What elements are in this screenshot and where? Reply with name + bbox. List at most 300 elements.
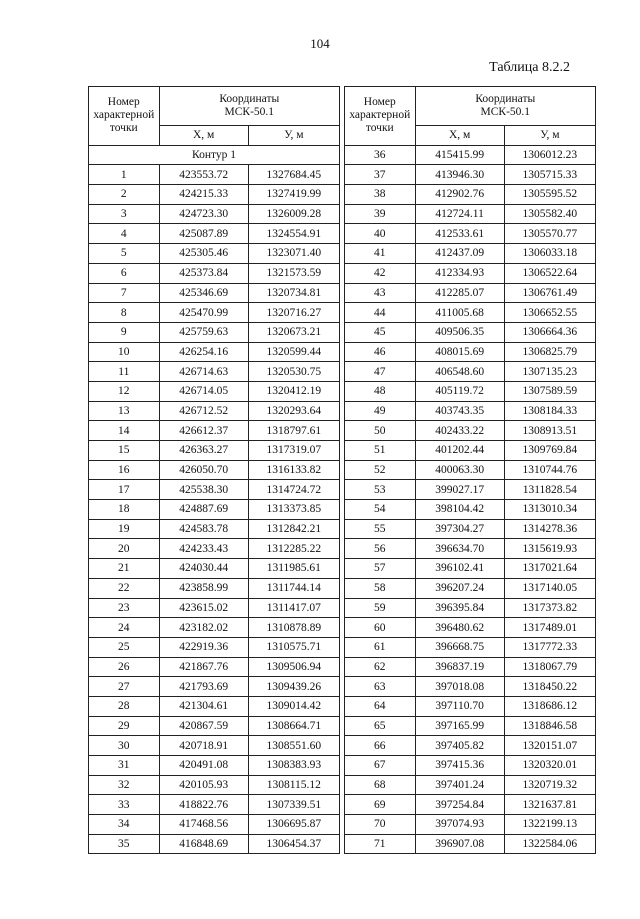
y-coordinate-cell: 1308664.71: [248, 716, 339, 736]
table-row: [89, 578, 340, 598]
point-number-cell: 12: [89, 381, 160, 401]
point-number-cell: 54: [345, 500, 416, 520]
x-coordinate-cell: 420491.08: [159, 756, 248, 776]
point-number-cell: 3: [89, 204, 160, 224]
table-row: [345, 421, 596, 441]
header-num-line2: характерной: [349, 109, 411, 122]
table-row: [345, 441, 596, 461]
y-coordinate-cell: 1322199.13: [504, 815, 595, 835]
table-row: [345, 480, 596, 500]
y-coordinate-cell: 1320599.44: [248, 342, 339, 362]
table-row: [345, 775, 596, 795]
y-coordinate-cell: 1320719.32: [504, 775, 595, 795]
point-number-cell: 44: [345, 303, 416, 323]
x-coordinate-cell: 423553.72: [159, 165, 248, 185]
x-coordinate-cell: 397405.82: [415, 736, 504, 756]
table-row: [89, 834, 340, 854]
point-number-cell: 49: [345, 401, 416, 421]
y-coordinate-cell: 1306454.37: [248, 834, 339, 854]
point-number-cell: 55: [345, 519, 416, 539]
point-number-cell: 57: [345, 559, 416, 579]
y-coordinate-cell: 1309439.26: [248, 677, 339, 697]
point-number-cell: 68: [345, 775, 416, 795]
x-coordinate-cell: 402433.22: [415, 421, 504, 441]
point-number-cell: 9: [89, 322, 160, 342]
y-coordinate-cell: 1324554.91: [248, 224, 339, 244]
point-number-cell: 32: [89, 775, 160, 795]
table-row: [345, 834, 596, 854]
x-coordinate-cell: 412334.93: [415, 263, 504, 283]
x-coordinate-cell: 400063.30: [415, 460, 504, 480]
table-row: [345, 224, 596, 244]
table-row: [345, 756, 596, 776]
x-coordinate-cell: 412533.61: [415, 224, 504, 244]
header-num-line2: характерной: [93, 109, 155, 122]
y-coordinate-cell: 1315619.93: [504, 539, 595, 559]
page-number: 104: [310, 36, 330, 51]
x-coordinate-cell: 426254.16: [159, 342, 248, 362]
x-coordinate-cell: 420718.91: [159, 736, 248, 756]
table-row: [345, 519, 596, 539]
table-row: [89, 559, 340, 579]
x-coordinate-cell: 403743.35: [415, 401, 504, 421]
y-coordinate-cell: 1320151.07: [504, 736, 595, 756]
x-coordinate-cell: 426714.63: [159, 362, 248, 382]
table-row: [345, 244, 596, 264]
header-coords-line1: Координаты: [475, 93, 536, 105]
table-row: [89, 401, 340, 421]
x-coordinate-cell: 425087.89: [159, 224, 248, 244]
y-coordinate-cell: 1309506.94: [248, 657, 339, 677]
table-row: [89, 165, 340, 185]
point-number-cell: 43: [345, 283, 416, 303]
x-coordinate-cell: 412437.09: [415, 244, 504, 264]
y-coordinate-cell: 1317489.01: [504, 618, 595, 638]
y-coordinate-cell: 1306825.79: [504, 342, 595, 362]
point-number-cell: 69: [345, 795, 416, 815]
x-coordinate-cell: 423182.02: [159, 618, 248, 638]
point-number-cell: 34: [89, 815, 160, 835]
x-coordinate-cell: 424030.44: [159, 559, 248, 579]
point-number-cell: 47: [345, 362, 416, 382]
y-coordinate-cell: 1305715.33: [504, 165, 595, 185]
point-number-cell: 59: [345, 598, 416, 618]
point-number-cell: 37: [345, 165, 416, 185]
x-coordinate-cell: 397401.24: [415, 775, 504, 795]
y-coordinate-cell: 1305570.77: [504, 224, 595, 244]
table-row: [89, 224, 340, 244]
point-number-cell: 14: [89, 421, 160, 441]
table-row: [89, 696, 340, 716]
point-number-cell: 63: [345, 677, 416, 697]
point-number-cell: 16: [89, 460, 160, 480]
point-number-cell: 71: [345, 834, 416, 854]
table-row: [345, 657, 596, 677]
x-coordinate-cell: 423615.02: [159, 598, 248, 618]
table-row: [89, 303, 340, 323]
table-row: [89, 815, 340, 835]
table-row: [89, 795, 340, 815]
y-coordinate-cell: 1318846.58: [504, 716, 595, 736]
x-coordinate-cell: 423858.99: [159, 578, 248, 598]
point-number-cell: 53: [345, 480, 416, 500]
x-coordinate-cell: 426714.05: [159, 381, 248, 401]
table-row: [345, 500, 596, 520]
table-row: [345, 578, 596, 598]
x-coordinate-cell: 412902.76: [415, 185, 504, 205]
point-number-cell: 22: [89, 578, 160, 598]
y-coordinate-cell: 1327419.99: [248, 185, 339, 205]
x-coordinate-cell: 396634.70: [415, 539, 504, 559]
y-coordinate-cell: 1317319.07: [248, 441, 339, 461]
table-row: [345, 815, 596, 835]
x-coordinate-cell: 415415.99: [415, 145, 504, 165]
table-row: [89, 618, 340, 638]
y-coordinate-cell: 1310878.89: [248, 618, 339, 638]
point-number-cell: 45: [345, 322, 416, 342]
table-row: [89, 362, 340, 382]
point-number-cell: 50: [345, 421, 416, 441]
x-coordinate-cell: 424583.78: [159, 519, 248, 539]
point-number-cell: 70: [345, 815, 416, 835]
coordinates-table-left: [88, 86, 340, 854]
y-coordinate-cell: 1306761.49: [504, 283, 595, 303]
y-coordinate-cell: 1311828.54: [504, 480, 595, 500]
y-coordinate-cell: 1307589.59: [504, 381, 595, 401]
point-number-cell: 20: [89, 539, 160, 559]
y-coordinate-cell: 1320293.64: [248, 401, 339, 421]
table-row: [345, 696, 596, 716]
x-coordinate-cell: 412724.11: [415, 204, 504, 224]
table-row: [345, 736, 596, 756]
point-number-cell: 66: [345, 736, 416, 756]
point-number-cell: 27: [89, 677, 160, 697]
point-number-cell: 8: [89, 303, 160, 323]
y-coordinate-cell: 1305582.40: [504, 204, 595, 224]
x-coordinate-cell: 424233.43: [159, 539, 248, 559]
table-row: [89, 342, 340, 362]
table-row: [345, 165, 596, 185]
x-coordinate-cell: 420867.59: [159, 716, 248, 736]
y-coordinate-cell: 1320716.27: [248, 303, 339, 323]
x-coordinate-cell: 396207.24: [415, 578, 504, 598]
x-coordinate-cell: 396480.62: [415, 618, 504, 638]
x-coordinate-cell: 421793.69: [159, 677, 248, 697]
table-row: [89, 204, 340, 224]
y-coordinate-cell: 1313010.34: [504, 500, 595, 520]
y-coordinate-cell: 1322584.06: [504, 834, 595, 854]
y-coordinate-cell: 1323071.40: [248, 244, 339, 264]
x-coordinate-cell: 426050.70: [159, 460, 248, 480]
y-coordinate-cell: 1312842.21: [248, 519, 339, 539]
point-number-cell: 29: [89, 716, 160, 736]
table-caption: Таблица 8.2.2: [489, 60, 570, 75]
table-row: [89, 637, 340, 657]
y-coordinate-cell: 1320530.75: [248, 362, 339, 382]
point-number-cell: 4: [89, 224, 160, 244]
y-coordinate-cell: 1306012.23: [504, 145, 595, 165]
point-number-cell: 21: [89, 559, 160, 579]
table-row: [89, 716, 340, 736]
point-number-cell: 6: [89, 263, 160, 283]
table-row: [345, 716, 596, 736]
contour-label: Контур 1: [89, 145, 340, 165]
y-coordinate-cell: 1306522.64: [504, 263, 595, 283]
table-row: [89, 381, 340, 401]
x-coordinate-cell: 396837.19: [415, 657, 504, 677]
x-coordinate-cell: 426612.37: [159, 421, 248, 441]
header-coords-line1: Координаты: [219, 93, 280, 105]
point-number-cell: 2: [89, 185, 160, 205]
x-coordinate-cell: 425373.84: [159, 263, 248, 283]
header-num-line3: точки: [109, 122, 138, 135]
point-number-cell: 52: [345, 460, 416, 480]
point-number-cell: 40: [345, 224, 416, 244]
x-coordinate-cell: 413946.30: [415, 165, 504, 185]
y-coordinate-cell: 1318450.22: [504, 677, 595, 697]
y-coordinate-cell: 1306652.55: [504, 303, 595, 323]
table-row: [345, 795, 596, 815]
y-coordinate-cell: 1310575.71: [248, 637, 339, 657]
x-coordinate-cell: 424723.30: [159, 204, 248, 224]
table-row: [89, 460, 340, 480]
point-number-cell: 33: [89, 795, 160, 815]
point-number-cell: 23: [89, 598, 160, 618]
y-coordinate-cell: 1308115.12: [248, 775, 339, 795]
x-coordinate-cell: 417468.56: [159, 815, 248, 835]
x-coordinate-cell: 398104.42: [415, 500, 504, 520]
x-coordinate-cell: 406548.60: [415, 362, 504, 382]
x-coordinate-cell: 397074.93: [415, 815, 504, 835]
y-coordinate-cell: 1320734.81: [248, 283, 339, 303]
header-num-line3: точки: [365, 122, 394, 135]
point-number-cell: 38: [345, 185, 416, 205]
y-coordinate-cell: 1326009.28: [248, 204, 339, 224]
point-number-cell: 51: [345, 441, 416, 461]
x-coordinate-cell: 416848.69: [159, 834, 248, 854]
point-number-cell: 35: [89, 834, 160, 854]
y-coordinate-cell: 1317373.82: [504, 598, 595, 618]
x-coordinate-cell: 425305.46: [159, 244, 248, 264]
x-coordinate-cell: 424887.69: [159, 500, 248, 520]
x-coordinate-cell: 418822.76: [159, 795, 248, 815]
x-coordinate-cell: 421867.76: [159, 657, 248, 677]
point-number-cell: 46: [345, 342, 416, 362]
point-number-cell: 67: [345, 756, 416, 776]
point-number-cell: 56: [345, 539, 416, 559]
x-coordinate-cell: 396102.41: [415, 559, 504, 579]
y-coordinate-cell: 1306033.18: [504, 244, 595, 264]
y-coordinate-cell: 1310744.76: [504, 460, 595, 480]
table-row: [89, 677, 340, 697]
y-coordinate-cell: 1320412.19: [248, 381, 339, 401]
x-coordinate-cell: 397415.36: [415, 756, 504, 776]
header-num-line1: Номер: [107, 96, 140, 109]
x-coordinate-cell: 397304.27: [415, 519, 504, 539]
point-number-cell: 28: [89, 696, 160, 716]
y-coordinate-cell: 1321573.59: [248, 263, 339, 283]
y-coordinate-cell: 1318686.12: [504, 696, 595, 716]
y-coordinate-cell: 1320673.21: [248, 322, 339, 342]
y-coordinate-cell: 1317021.64: [504, 559, 595, 579]
y-coordinate-cell: 1311417.07: [248, 598, 339, 618]
table-row: [345, 263, 596, 283]
y-coordinate-cell: 1307339.51: [248, 795, 339, 815]
x-coordinate-cell: 405119.72: [415, 381, 504, 401]
y-coordinate-cell: 1305595.52: [504, 185, 595, 205]
y-coordinate-cell: 1318067.79: [504, 657, 595, 677]
header-num-line1: Номер: [363, 96, 396, 109]
x-coordinate-cell: 425759.63: [159, 322, 248, 342]
table-row: [345, 598, 596, 618]
table-row: [89, 322, 340, 342]
y-coordinate-cell: 1313373.85: [248, 500, 339, 520]
y-coordinate-cell: 1314278.36: [504, 519, 595, 539]
point-number-cell: 41: [345, 244, 416, 264]
table-row: [89, 480, 340, 500]
table-row: [89, 283, 340, 303]
y-coordinate-cell: 1309769.84: [504, 441, 595, 461]
table-row: [89, 244, 340, 264]
header-coordinates: [415, 87, 595, 126]
x-coordinate-cell: 420105.93: [159, 775, 248, 795]
x-coordinate-cell: 396668.75: [415, 637, 504, 657]
table-row: [345, 618, 596, 638]
y-coordinate-cell: 1317140.05: [504, 578, 595, 598]
y-coordinate-cell: 1308383.93: [248, 756, 339, 776]
point-number-cell: 62: [345, 657, 416, 677]
y-coordinate-cell: 1306695.87: [248, 815, 339, 835]
y-coordinate-cell: 1309014.42: [248, 696, 339, 716]
point-number-cell: 30: [89, 736, 160, 756]
table-row: [345, 460, 596, 480]
x-coordinate-cell: 412285.07: [415, 283, 504, 303]
point-number-cell: 48: [345, 381, 416, 401]
y-coordinate-cell: 1316133.82: [248, 460, 339, 480]
point-number-cell: 24: [89, 618, 160, 638]
table-row: [89, 500, 340, 520]
y-coordinate-cell: 1308184.33: [504, 401, 595, 421]
x-coordinate-cell: 409506.35: [415, 322, 504, 342]
table-row: [89, 775, 340, 795]
table-row: [345, 185, 596, 205]
point-number-cell: 39: [345, 204, 416, 224]
table-row: [345, 204, 596, 224]
table-row: [345, 677, 596, 697]
table-row: [89, 598, 340, 618]
y-coordinate-cell: 1308913.51: [504, 421, 595, 441]
table-row: [89, 736, 340, 756]
y-coordinate-cell: 1311744.14: [248, 578, 339, 598]
x-coordinate-cell: 425538.30: [159, 480, 248, 500]
header-y: У, м: [248, 126, 339, 146]
header-x: Х, м: [159, 126, 248, 146]
x-coordinate-cell: 397254.84: [415, 795, 504, 815]
table-row: [345, 362, 596, 382]
x-coordinate-cell: 421304.61: [159, 696, 248, 716]
point-number-cell: 36: [345, 145, 416, 165]
table-row: [345, 637, 596, 657]
point-number-cell: 18: [89, 500, 160, 520]
y-coordinate-cell: 1311985.61: [248, 559, 339, 579]
point-number-cell: 1: [89, 165, 160, 185]
x-coordinate-cell: 425346.69: [159, 283, 248, 303]
x-coordinate-cell: 397110.70: [415, 696, 504, 716]
header-coords-line2: МСК-50.1: [224, 106, 275, 118]
x-coordinate-cell: 425470.99: [159, 303, 248, 323]
table-row: [345, 559, 596, 579]
table-row: [89, 519, 340, 539]
table-row: [89, 441, 340, 461]
y-coordinate-cell: 1318797.61: [248, 421, 339, 441]
point-number-cell: 13: [89, 401, 160, 421]
x-coordinate-cell: 424215.33: [159, 185, 248, 205]
point-number-cell: 60: [345, 618, 416, 638]
x-coordinate-cell: 411005.68: [415, 303, 504, 323]
table-row: [345, 401, 596, 421]
x-coordinate-cell: 396395.84: [415, 598, 504, 618]
point-number-cell: 15: [89, 441, 160, 461]
x-coordinate-cell: 397018.08: [415, 677, 504, 697]
table-row: [345, 145, 596, 165]
x-coordinate-cell: 396907.08: [415, 834, 504, 854]
table-row: [89, 263, 340, 283]
table-row: [89, 756, 340, 776]
point-number-cell: 7: [89, 283, 160, 303]
x-coordinate-cell: 426712.52: [159, 401, 248, 421]
table-row: [89, 185, 340, 205]
point-number-cell: 42: [345, 263, 416, 283]
header-y: У, м: [504, 126, 595, 146]
x-coordinate-cell: 426363.27: [159, 441, 248, 461]
table-row: [89, 539, 340, 559]
table-row: [345, 342, 596, 362]
header-point-number: [345, 87, 416, 146]
table-row: [89, 657, 340, 677]
point-number-cell: 26: [89, 657, 160, 677]
point-number-cell: 10: [89, 342, 160, 362]
y-coordinate-cell: 1320320.01: [504, 756, 595, 776]
point-number-cell: 17: [89, 480, 160, 500]
x-coordinate-cell: 422919.36: [159, 637, 248, 657]
x-coordinate-cell: 397165.99: [415, 716, 504, 736]
table-row: [345, 283, 596, 303]
y-coordinate-cell: 1312285.22: [248, 539, 339, 559]
y-coordinate-cell: 1306664.36: [504, 322, 595, 342]
y-coordinate-cell: 1308551.60: [248, 736, 339, 756]
x-coordinate-cell: 408015.69: [415, 342, 504, 362]
header-x: Х, м: [415, 126, 504, 146]
point-number-cell: 11: [89, 362, 160, 382]
point-number-cell: 65: [345, 716, 416, 736]
y-coordinate-cell: 1327684.45: [248, 165, 339, 185]
coordinates-table-right: [344, 86, 596, 854]
y-coordinate-cell: 1317772.33: [504, 637, 595, 657]
point-number-cell: 31: [89, 756, 160, 776]
point-number-cell: 5: [89, 244, 160, 264]
point-number-cell: 19: [89, 519, 160, 539]
y-coordinate-cell: 1321637.81: [504, 795, 595, 815]
y-coordinate-cell: 1314724.72: [248, 480, 339, 500]
table-row: [345, 381, 596, 401]
point-number-cell: 61: [345, 637, 416, 657]
y-coordinate-cell: 1307135.23: [504, 362, 595, 382]
header-coordinates: [159, 87, 339, 126]
point-number-cell: 58: [345, 578, 416, 598]
header-point-number: [89, 87, 160, 146]
x-coordinate-cell: 401202.44: [415, 441, 504, 461]
table-row: [345, 539, 596, 559]
